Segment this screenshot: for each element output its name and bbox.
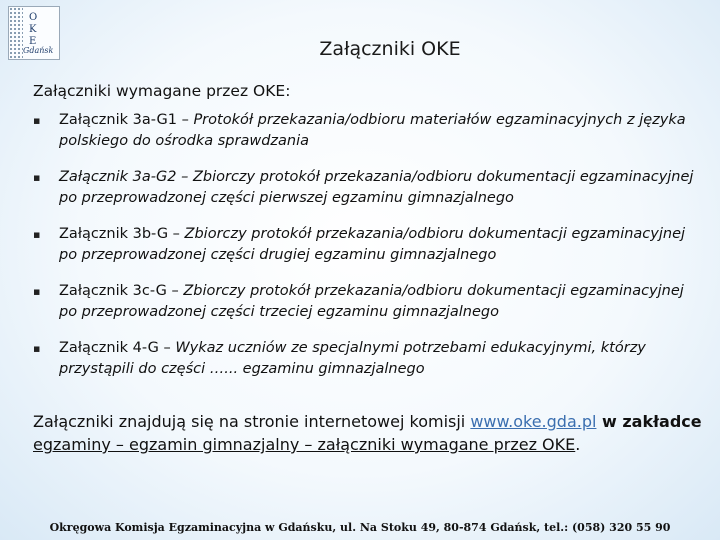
item-prefix: Załącznik 3c-G – [59, 283, 184, 299]
item-prefix: Załącznik 3b-G – [59, 226, 185, 242]
list-item [33, 110, 705, 152]
attachments-list [33, 110, 705, 395]
item-prefix: Załącznik 4-G – [59, 340, 176, 356]
website-link[interactable]: www.oke.gda.pl [470, 412, 597, 431]
logo-city: Gdańsk [23, 46, 54, 55]
item-text: Zbiorczy protokół przekazania/odbioru dokumentacji egzaminacyjnej po przeprowadzonej części drugiej egzaminu gimnazjalnego [59, 226, 686, 263]
list-item [33, 338, 705, 380]
list-item [33, 281, 705, 323]
website-note [33, 410, 705, 456]
logo-letter-e: E [29, 36, 37, 47]
item-text: Wykaz uczniów ze specjalnymi potrzebami edukacyjnymi, którzy przystąpili do części …... egzaminu gimnazjalnego [59, 340, 646, 377]
note-text: Załączniki znajdują się na stronie internetowej komisji [33, 412, 471, 431]
item-text: Protokół przekazania/odbioru materiałów egzaminacyjnych z języka polskiego do ośrodka sprawdzania [59, 112, 686, 149]
bullet-icon: ▪ [33, 228, 41, 241]
bullet-icon: ▪ [33, 114, 41, 127]
note-end: . [575, 435, 581, 454]
bullet-icon: ▪ [33, 285, 41, 298]
logo-letter-o: O [29, 12, 38, 23]
logo-letter-k: K [29, 24, 37, 35]
bullet-icon: ▪ [33, 171, 41, 184]
item-text: Zbiorczy protokół przekazania/odbioru dokumentacji egzaminacyjnej po przeprowadzonej części trzeciej egzaminu gimnazjalnego [59, 283, 684, 320]
note-path: egzaminy – egzamin gimnazjalny – załączniki wymagane przez OKE [33, 435, 576, 454]
item-prefix: Załącznik 3a-G1 – [59, 112, 194, 128]
bullet-icon: ▪ [33, 342, 41, 355]
list-item [33, 167, 705, 209]
list-item [33, 224, 705, 266]
footer-address: Okręgowa Komisja Egzaminacyjna w Gdańsku, ul. Na Stoku 49, 80-874 Gdańsk, tel.: (058) 320 55 90 [49, 521, 671, 534]
item-text: Załącznik 3a-G2 – Zbiorczy protokół przekazania/odbioru dokumentacji egzaminacyjnej po przeprowadzonej części pierwszej egzaminu gimnazjalnego [59, 169, 694, 206]
slide-title: Załączniki OKE [319, 38, 461, 60]
note-tab-label: w zakładce [596, 412, 702, 431]
intro-text: Załączniki wymagane przez OKE: [33, 82, 291, 100]
